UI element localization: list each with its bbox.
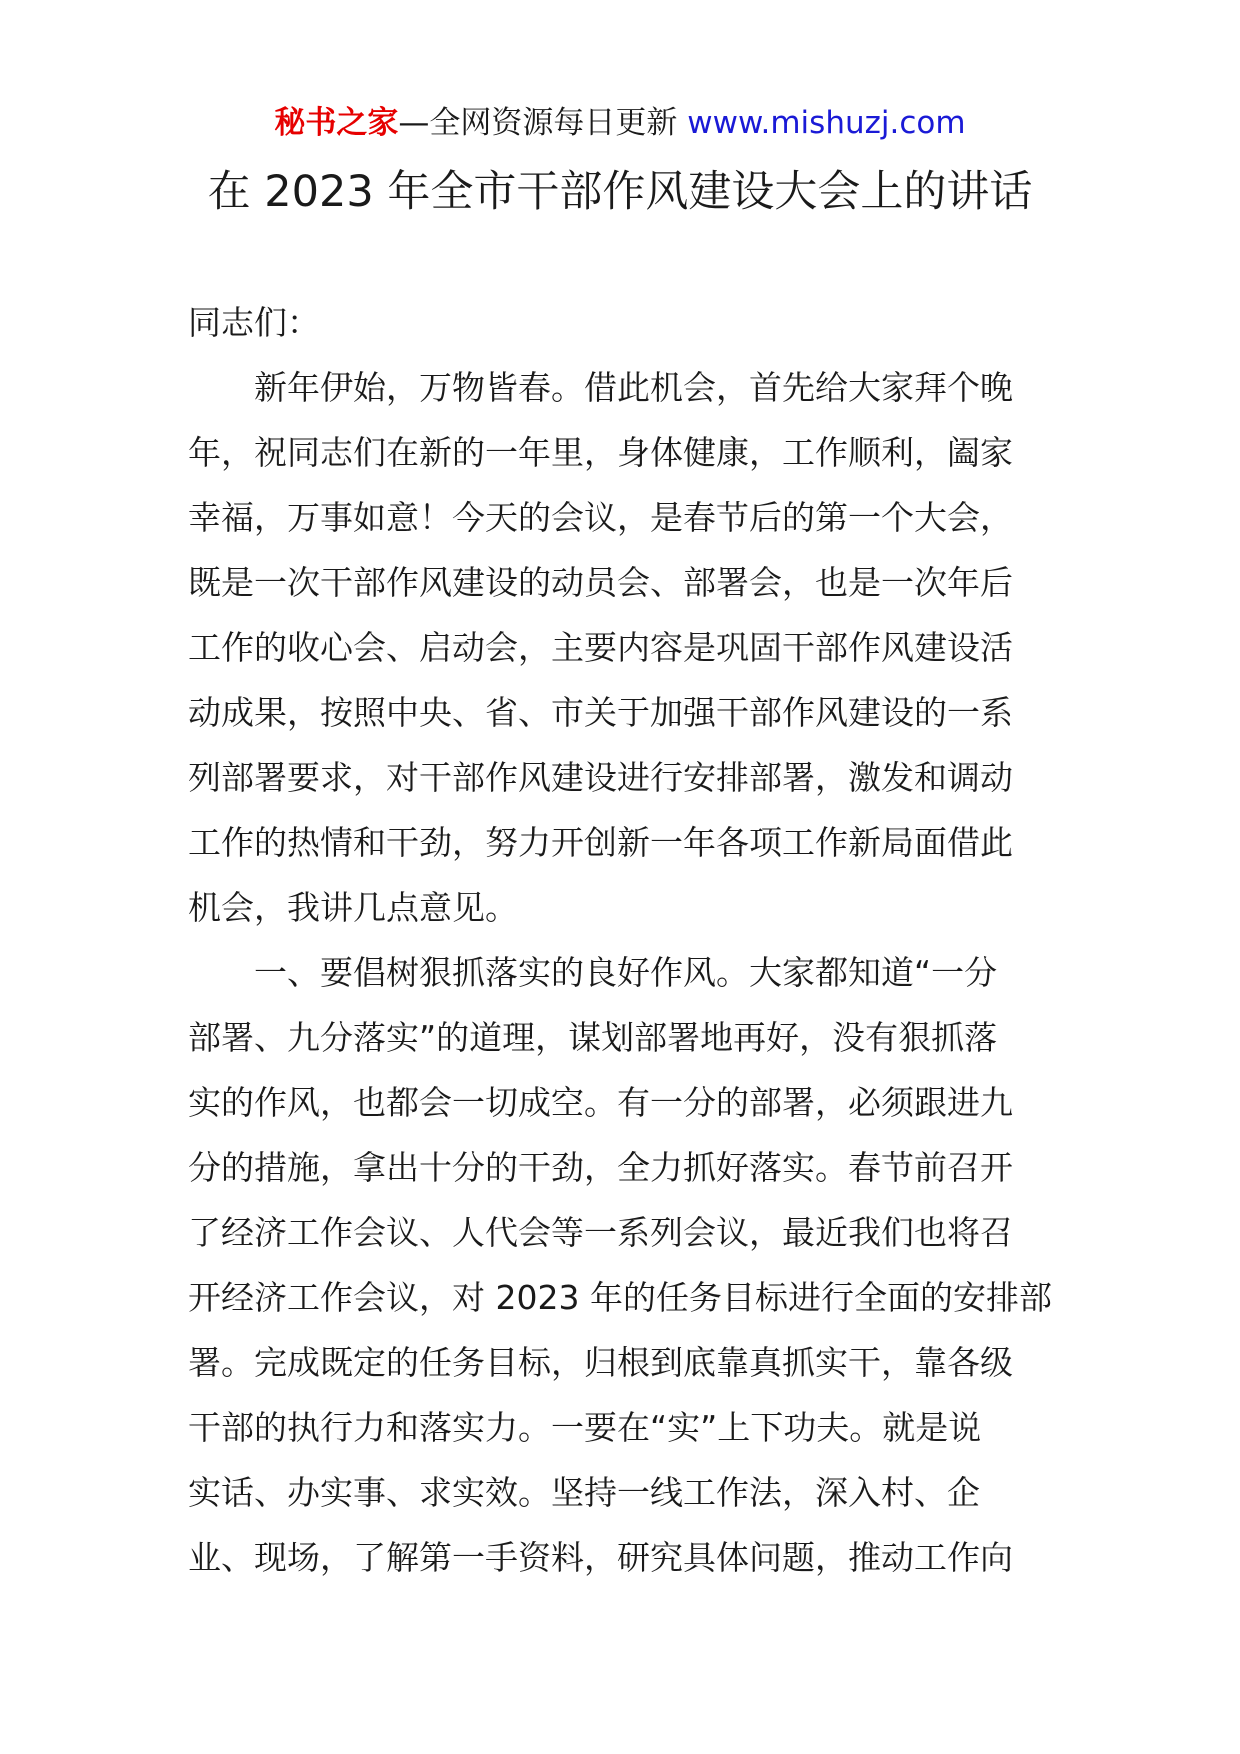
paragraph-line: 年，祝同志们在新的一年里，身体健康，工作顺利，阖家	[188, 433, 1013, 472]
paragraph-line: 业、现场，了解第一手资料，研究具体问题，推动工作向	[188, 1538, 1013, 1577]
section-heading-line: 一、要倡树狠抓落实的良好作风。大家都知道“一分	[254, 953, 998, 992]
paragraph-line: 了经济工作会议、人代会等一系列会议，最近我们也将召	[188, 1213, 1013, 1252]
paragraph-line: 署。完成既定的任务目标，归根到底靠真抓实干，靠各级	[188, 1343, 1013, 1382]
paragraph-line: 幸福，万事如意！今天的会议，是春节后的第一个大会，	[188, 498, 1013, 537]
document-title: 在 2023 年全市干部作风建设大会上的讲话	[207, 167, 1033, 217]
paragraph-line: 既是一次干部作风建设的动员会、部署会，也是一次年后	[188, 563, 1013, 602]
paragraph-line: 部署、九分落实”的道理，谋划部署地再好，没有狠抓落	[188, 1018, 998, 1057]
site-url: www.mishuzj.com	[687, 105, 966, 141]
paragraph-line: 动成果，按照中央、省、市关于加强干部作风建设的一系	[188, 693, 1013, 732]
paragraph-line: 实话、办实事、求实效。坚持一线工作法，深入村、企	[188, 1473, 980, 1512]
document-body	[188, 290, 1058, 1590]
paragraph-line: 干部的执行力和落实力。一要在“实”上下功夫。就是说	[188, 1408, 982, 1447]
paragraph-line: 列部署要求，对干部作风建设进行安排部署，激发和调动	[188, 758, 1013, 797]
paragraph-line: 开经济工作会议，对 2023 年的任务目标进行全面的安排部	[188, 1278, 1052, 1317]
paragraph-line: 工作的收心会、启动会，主要内容是巩固干部作风建设活	[188, 628, 1013, 667]
paragraph-line: 工作的热情和干劲，努力开创新一年各项工作新局面借此	[188, 823, 1013, 862]
paragraph-line: 分的措施，拿出十分的干劲，全力抓好落实。春节前召开	[188, 1148, 1013, 1187]
salutation-line: 同志们：	[188, 303, 320, 342]
site-header	[0, 100, 1240, 146]
site-slogan: —全网资源每日更新	[398, 105, 688, 141]
site-brand: 秘书之家	[274, 105, 399, 141]
paragraph-line: 新年伊始，万物皆春。借此机会，首先给大家拜个晚	[254, 368, 1013, 407]
paragraph-line: 实的作风，也都会一切成空。有一分的部署，必须跟进九	[188, 1083, 1013, 1122]
paragraph-line: 机会，我讲几点意见。	[188, 888, 518, 927]
